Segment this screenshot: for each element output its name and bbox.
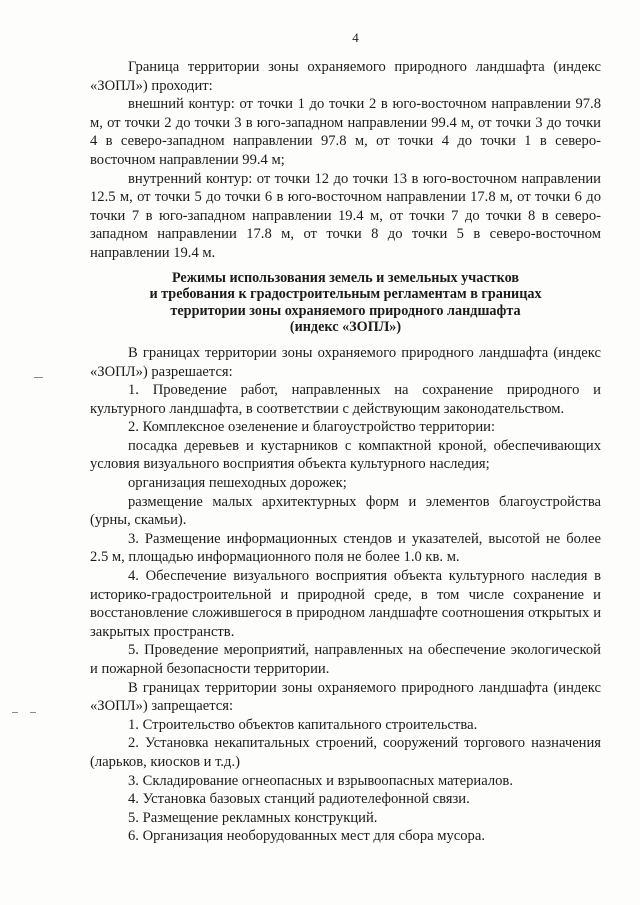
permitted-item-5: 5. Проведение мероприятий, направленных на обеспечение экологической и пожарной безопасности территории.: [90, 642, 601, 677]
permitted-item-4: 4. Обеспечение визуального восприятия объекта культурного наследия в историко-градостроительной и природной среде, в том числе сохранение и восстановление сложившегося в природном ландшафте соотношения открытых и закрытых пространств.: [90, 568, 601, 640]
permitted-item-2c: размещение малых архитектурных форм и элементов благоустройства (урны, скамьи).: [90, 493, 601, 529]
prohibited-intro: В границах территории зоны охраняемого природного ландшафта (индекс «ЗОПЛ») запрещается:: [90, 679, 601, 715]
heading-line-2: и требования к градостроительным регламентам в границах: [149, 286, 542, 303]
prohibited-item-4: 4. Установка базовых станций радиотелефонной связи.: [128, 791, 470, 808]
heading-line-1: Режимы использования земель и земельных участков: [171, 269, 520, 286]
prohibited-item-2: 2. Установка некапитальных строений, сооружений торгового назначения (ларьков, киосков и т.д.): [90, 735, 601, 770]
heading-line-4: (индекс «ЗОПЛ»): [289, 319, 402, 336]
prohibited-item-6: 6. Организация необорудованных мест для сбора мусора.: [128, 828, 485, 845]
prohibited-item-5: 5. Размещение рекламных конструкций.: [128, 809, 378, 826]
permitted-item-2: 2. Комплексное озеленение и благоустройство территории:: [128, 419, 496, 436]
boundary-intro: Граница территории зоны охраняемого природного ландшафта (индекс «ЗОПЛ») проходит:: [90, 59, 601, 94]
boundary-inner-contour: внутренний контур: от точки 12 до точки 13 в юго-восточном направлении 12.5 м, от точки 5 до точки 6 в юго-восточном направлении 17.8 м, от точки 6 до точки 7 в юго-западном направлении 19.4 м, от точки 7 до точки 8 в северо-западном направлении 17.8 м, от точки 8 до точки 5 в северо-восточном направлении 19.4 м.: [90, 170, 601, 261]
heading-line-3: территории зоны охраняемого природного ландшафта: [170, 302, 521, 319]
scan-margin-mark: [34, 377, 43, 378]
scan-margin-mark: [12, 712, 18, 713]
prohibited-item-3: 3. Складирование огнеопасных и взрывоопасных материалов.: [128, 772, 513, 789]
page-number: 4: [352, 30, 359, 45]
permitted-intro: В границах территории зоны охраняемого природного ландшафта (индекс «ЗОПЛ») разрешается:: [90, 344, 601, 380]
boundary-outer-contour: внешний контур: от точки 1 до точки 2 в юго-восточном направлении 97.8 м, от точки 2 до точки 3 в юго-западном направлении 99.4 м, от точки 3 до точки 4 в северо-западном направлении 97.8 м, от точки 4 до точки 1 в северо-восточном направлении 99.4 м;: [90, 96, 601, 168]
prohibited-item-1: 1. Строительство объектов капитального строительства.: [128, 716, 478, 733]
permitted-item-1: 1. Проведение работ, направленных на сохранение природного и культурного ландшафта, в соответствии с действующим законодательством.: [90, 382, 601, 417]
permitted-item-2a: посадка деревьев и кустарников с компактной кроной, обеспечивающих условия визуального восприятия объекта культурного наследия;: [90, 437, 601, 473]
section-heading: [90, 270, 601, 336]
scan-margin-mark: [30, 712, 36, 713]
permitted-item-3: 3. Размещение информационных стендов и указателей, высотой не более 2.5 м, площадью информационного поля не более 1.0 кв. м.: [90, 530, 601, 566]
permitted-item-2b: организация пешеходных дорожек;: [128, 475, 347, 492]
